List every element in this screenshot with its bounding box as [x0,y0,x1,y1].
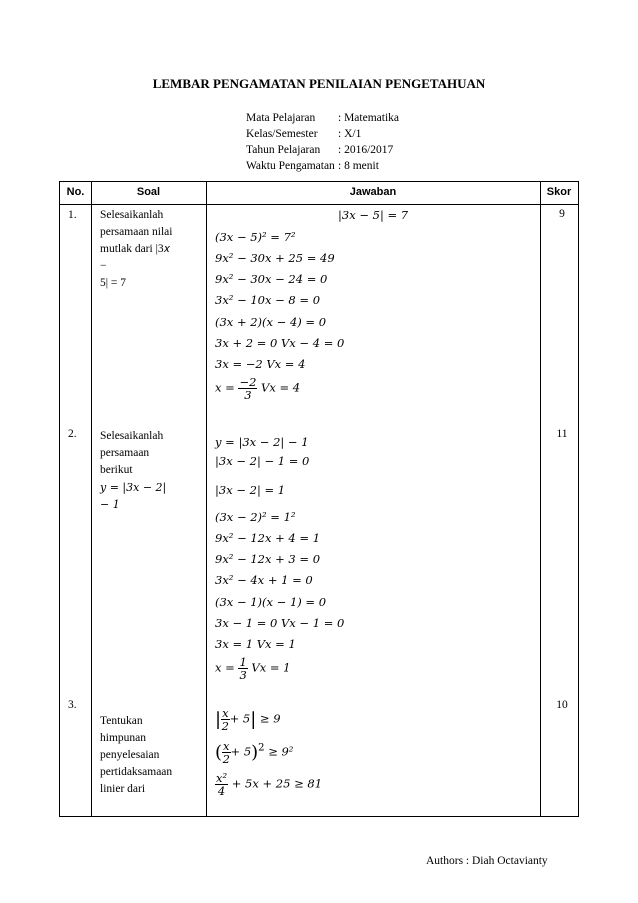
answer-line: 3𝑥² − 4𝑥 + 1 = 0 [215,573,313,587]
answer-part: 𝑉𝑥 = 1 [251,660,291,675]
fraction [238,656,247,681]
answer-part: ≥ 9² [268,744,294,759]
answer-line: (3𝑥 − 5)² = 7² [215,230,296,244]
answer-line: (3𝑥 + 2)(𝑥 − 4) = 0 [215,315,327,329]
score: 10 [556,699,568,711]
answer-inequality-line: ( $\frac{\text{𝑥}}{2}$ + 5)$^2$ ≥ 9² [215,739,294,766]
question-line: persamaan nilai [100,226,173,238]
answer-part: 𝑉𝑥 = 4 [261,380,301,395]
answer-inequality-line [215,772,322,797]
answer-line: (3𝑥 − 1)(𝑥 − 1) = 0 [215,595,327,609]
meta-info [246,110,399,174]
meta-key: Tahun Pelajaran [246,144,321,156]
question-line: Selesaikanlah [100,430,164,442]
answer-line: 3𝑥² − 10𝑥 − 8 = 0 [215,293,321,307]
answer-line: 3𝑥 − 1 = 0 𝑉𝑥 − 1 = 0 [215,616,345,630]
answer-line: |3𝑥 − 5| = 7 [338,208,409,222]
answer-part: + 5𝑥 + 25 ≥ 81 [231,776,323,791]
answer-line: 9𝑥² − 12𝑥 + 4 = 1 [215,531,321,545]
question-text [100,207,178,292]
table-header [60,182,578,205]
authors-footer: Authors : Diah Octavianty [426,855,548,867]
fraction [215,772,228,797]
answer-line: 9𝑥² − 30𝑥 − 24 = 0 [215,272,328,286]
fraction-numerator: 1 [239,655,247,669]
question-line: persamaan berikut [100,447,150,476]
score: 11 [556,428,568,440]
question-text [100,713,178,798]
fraction-numerator: 𝑥 [223,739,230,753]
question-line: 𝑦 = |3𝑥 − 2| − 1 [100,481,167,511]
column-divider [206,182,207,816]
meta-value: : X/1 [338,128,362,140]
question-line: linier dari [100,783,146,795]
score: 9 [559,208,565,220]
page-title: LEMBAR PENGAMATAN PENILAIAN PENGETAHUAN [152,76,486,91]
header-no: No. [66,186,85,198]
header-jawaban: Jawaban [349,186,397,198]
fraction-numerator: 𝑥 [222,706,229,720]
assessment-table [59,181,579,817]
answer-line: 3𝑥 + 2 = 0 𝑉𝑥 − 4 = 0 [215,336,345,350]
row-number: 1. [68,209,77,221]
answer-line: |3𝑥 − 2| − 1 = 0 [215,454,310,468]
fraction [238,376,257,401]
fraction [222,740,231,765]
answer-line: 3𝑥 = −2 𝑉𝑥 = 4 [215,357,306,371]
answer-inequality-line: | $\frac{\text{𝑥}}{2}$ + 5| ≥ 9 [215,706,281,733]
answer-line: 𝑦 = |3𝑥 − 2| − 1 [215,435,309,449]
meta-row [246,158,399,174]
answer-part: + 5 [230,744,252,759]
answer-part: + 5 [229,711,251,726]
meta-value: : Matematika [338,112,399,124]
fraction-denominator: 3 [244,388,252,402]
header-skor: Skor [546,186,572,198]
fraction [221,707,230,732]
question-line: mutlak dari |3𝑥 − [100,243,171,272]
answer-fraction-line [215,376,300,401]
answer-line: (3𝑥 − 2)² = 1² [215,510,296,524]
meta-value: : 2016/2017 [338,144,394,156]
question-line: 5| = 7 [100,277,127,289]
meta-key: Mata Pelajaran [246,112,316,124]
answer-line: 9𝑥² − 12𝑥 + 3 = 0 [215,552,321,566]
fraction-denominator: 2 [221,719,229,733]
meta-key: Kelas/Semester [246,128,318,140]
column-divider [91,182,92,816]
answer-part: 𝑥 = [215,380,235,395]
answer-line: 9𝑥² − 30𝑥 + 25 = 49 [215,251,335,265]
answer-part: ≥ 9 [259,711,281,726]
header-soal: Soal [136,186,161,198]
answer-fraction-line [215,656,290,681]
row-number: 3. [68,699,77,711]
meta-row [246,110,399,126]
fraction-denominator: 3 [239,668,247,682]
answer-line: 3𝑥 = 1 𝑉𝑥 = 1 [215,637,296,651]
question-line: pertidaksamaan [100,766,173,778]
question-line: penyelesaian [100,749,160,761]
question-line: Selesaikanlah [100,209,164,221]
answer-line: |3𝑥 − 2| = 1 [215,483,286,497]
fraction-numerator: −2 [239,375,257,389]
meta-value: : 8 menit [338,160,379,172]
question-line: Tentukan [100,715,143,727]
column-divider [540,182,541,816]
answer-exponent: 2 [258,742,265,754]
row-number: 2. [68,428,77,440]
meta-row [246,142,399,158]
fraction-denominator: 4 [217,784,226,798]
fraction-numerator: 𝑥² [216,771,228,785]
question-line: himpunan [100,732,146,744]
meta-key: Waktu Pengamatan [246,160,335,172]
fraction-denominator: 2 [222,752,230,766]
answer-part: 𝑥 = [215,660,235,675]
question-text [100,428,178,513]
meta-row [246,126,399,142]
